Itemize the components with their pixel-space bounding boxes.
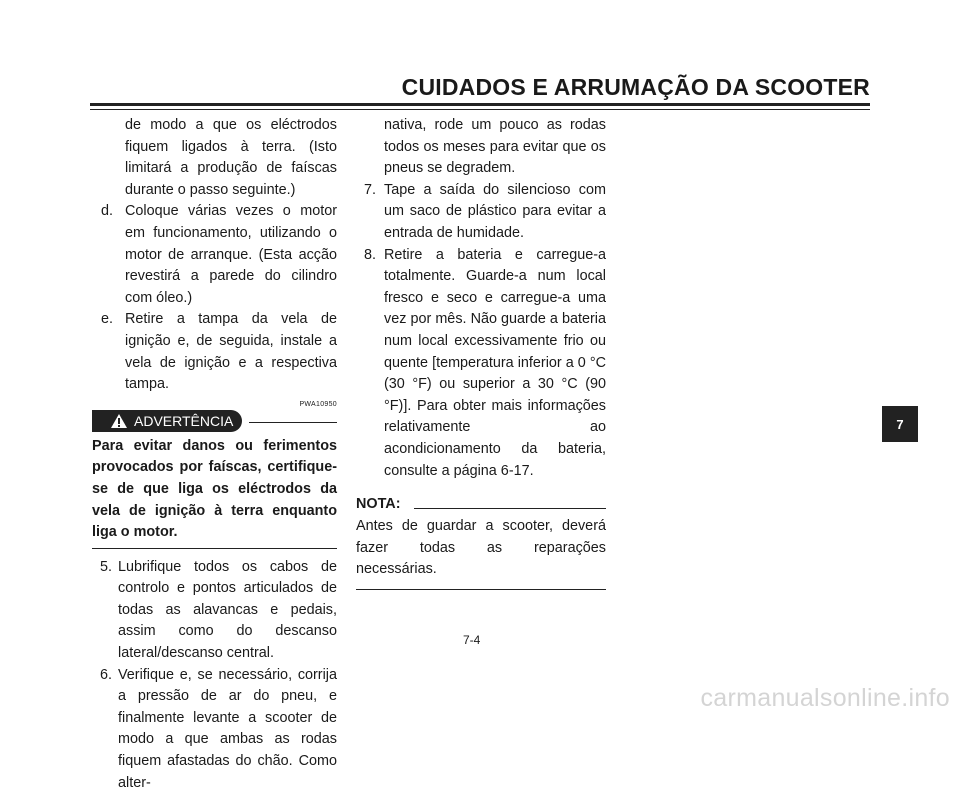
list-marker: d.	[101, 203, 114, 220]
warning-text: Para evitar danos ou ferimentos provocados por faíscas, certifique-se de que liga os eléctrodos da vela de ignição à terra enquanto liga o motor.	[92, 437, 337, 541]
warning-header	[92, 400, 337, 430]
step-marker: 6.	[100, 666, 113, 683]
step-marker: 5.	[100, 558, 113, 575]
note-text: Antes de guardar a scooter, deverá fazer todas as reparações necessárias.	[356, 518, 606, 578]
note-header-rule	[414, 508, 606, 509]
header-rule-thick	[90, 103, 870, 106]
watermark: carmanualsonline.info	[700, 684, 950, 712]
list-item-e	[92, 309, 337, 395]
note-header	[356, 494, 606, 516]
left-continuation: de modo a que os eléctrodos fiquem ligados à terra. (Isto limitará a produção de faíscas durante o passo seguinte.)	[125, 117, 337, 198]
warning-header-rule	[249, 422, 337, 423]
step-text: Retire a bateria e carregue-a totalmente. Guarde-a num local fresco e seco e carregue-a uma vez por mês. Não guarde a bateria num local excessivamente frio ou quente [temperatura inferior a 0 °C (30 °F) ou superior a 30 °C (90 °F)]. Para obter mais informações relativamente ao acondicionamento da bateria, consulte a página 6-17.	[384, 246, 606, 479]
list-item-text: Coloque várias vezes o motor em funcionamento, utilizando o motor de arranque. (Esta acção revestirá a parede do cilindro com óleo.)	[125, 203, 337, 306]
step-text: Lubrifique todos os cabos de controlo e pontos articulados de todas as alavancas e pedais, assim como do descanso lateral/descanso central.	[118, 558, 337, 662]
step-6	[92, 665, 337, 794]
warning-label: ADVERTÊNCIA	[134, 412, 234, 429]
right-continuation: nativa, rode um pouco as rodas todos os meses para evitar que os pneus se degradem.	[384, 117, 606, 177]
step-5	[92, 557, 337, 665]
step-marker: 7.	[364, 181, 377, 198]
step-marker: 8.	[364, 246, 377, 263]
list-marker: e.	[101, 311, 114, 328]
note-end-rule	[356, 589, 606, 590]
note-label: NOTA:	[356, 496, 401, 513]
page-title: CUIDADOS E ARRUMAÇÃO DA SCOOTER	[401, 74, 870, 100]
warning-triangle-icon	[110, 413, 128, 429]
left-column	[92, 115, 337, 794]
right-column	[356, 115, 606, 590]
chapter-tab: 7	[882, 406, 918, 442]
list-item-text: Retire a tampa da vela de ignição e, de seguida, instale a vela de ignição e a respectiva tampa.	[125, 311, 337, 393]
step-7	[356, 180, 606, 245]
step-8	[356, 245, 606, 483]
warning-code: PWA10950	[299, 400, 337, 408]
warning-badge	[92, 410, 242, 432]
warning-end-rule	[92, 548, 337, 549]
step-text: Verifique e, se necessário, corrija a pressão de ar do pneu, e finalmente levante a scooter de modo a que ambas as rodas fiquem afastadas do chão. Como alter-	[118, 666, 337, 791]
header-rule-thin	[90, 109, 870, 110]
page-number: 7-4	[463, 633, 481, 647]
list-item-d	[92, 201, 337, 309]
step-text: Tape a saída do silencioso com um saco de plástico para evitar a entrada de humidade.	[384, 181, 606, 241]
